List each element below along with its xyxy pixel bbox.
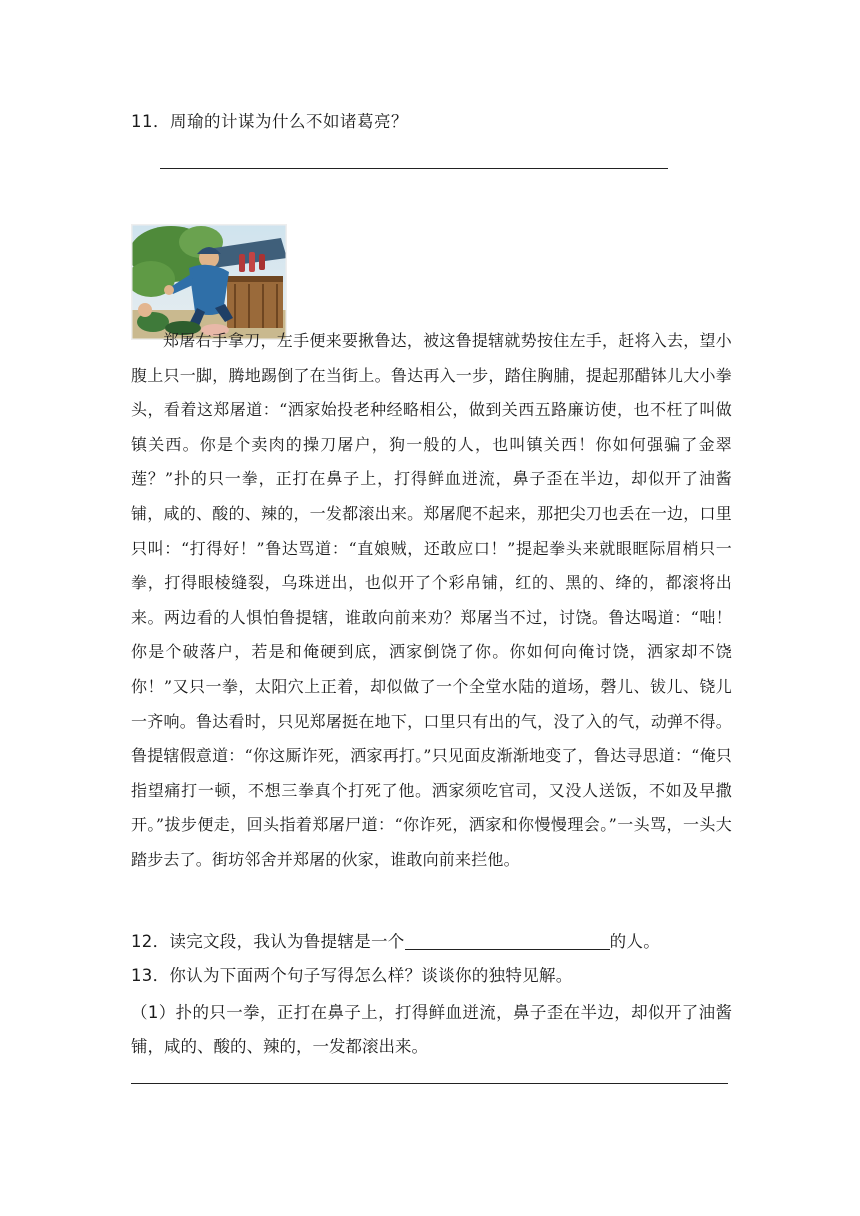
question-13-part-1: （1）扑的只一拳，正打在鼻子上，打得鲜血迸流，鼻子歪在半边，却似开了油酱铺，咸的、酸的、辣的，一发都滚出来。 <box>131 1003 732 1056</box>
question-13: 13．你认为下面两个句子写得怎么样？谈谈你的独特见解。 <box>131 966 573 985</box>
question-12-prompt: 12．读完文段，我认为鲁提辖是一个 <box>131 932 405 951</box>
answer-line-13 <box>131 1083 728 1084</box>
question-11: 11．周瑜的计谋为什么不如诸葛亮？ <box>131 112 408 131</box>
story-illustration <box>131 224 287 340</box>
story-passage: 郑屠右手拿刀，左手便来要揪鲁达，被这鲁提辖就势按住左手，赶将入去，望小腹上只一脚，腾地踢倒了在当街上。鲁达再入一步，踏住胸脯，提起那醋钵儿大小拳头，看着这郑屠道：“洒家始投老种经略相公，做到关西五路廉访使，也不枉了叫做镇关西。你是个卖肉的操刀屠户，狗一般的人，也叫镇关西！你如何强骗了金翠莲？”扑的只一拳，正打在鼻子上，打得鲜血迸流，鼻子歪在半边，却似开了油酱铺，咸的、酸的、辣的，一发都滚出来。郑屠爬不起来，那把尖刀也丢在一边，口里只叫：“打得好！”鲁达骂道：“直娘贼，还敢应口！”提起拳头来就眼眶际眉梢只一拳，打得眼棱缝裂，乌珠迸出，也似开了个彩帛铺，红的、黑的、绛的，都滚将出来。两边看的人惧怕鲁提辖，谁敢向前来劝？郑屠当不过，讨饶。鲁达喝道：“咄！你是个破落户，若是和俺硬到底，洒家倒饶了你。你如何向俺讨饶，洒家却不饶你！”又只一拳，太阳穴上正着，却似做了一个全堂水陆的道场，磬儿、钹儿、铙儿一齐响。鲁达看时，只见郑屠挺在地下，口里只有出的气，没了入的气，动弹不得。鲁提辖假意道：“你这厮诈死，洒家再打。”只见面皮渐渐地变了，鲁达寻思道：“俺只指望痛打一顿，不想三拳真个打死了他。洒家须吃官司，又没人送饭，不如及早撒开。”拔步便走，回头指着郑屠尸道：“你诈死，洒家和你慢慢理会。”一头骂，一头大踏步去了。街坊邻舍并郑屠的伙家，谁敢向前来拦他。 <box>131 331 732 869</box>
question-12 <box>131 928 660 952</box>
answer-blank-12[interactable] <box>405 933 610 950</box>
answer-line-11 <box>160 168 668 169</box>
question-12-suffix: 的人。 <box>609 932 661 951</box>
